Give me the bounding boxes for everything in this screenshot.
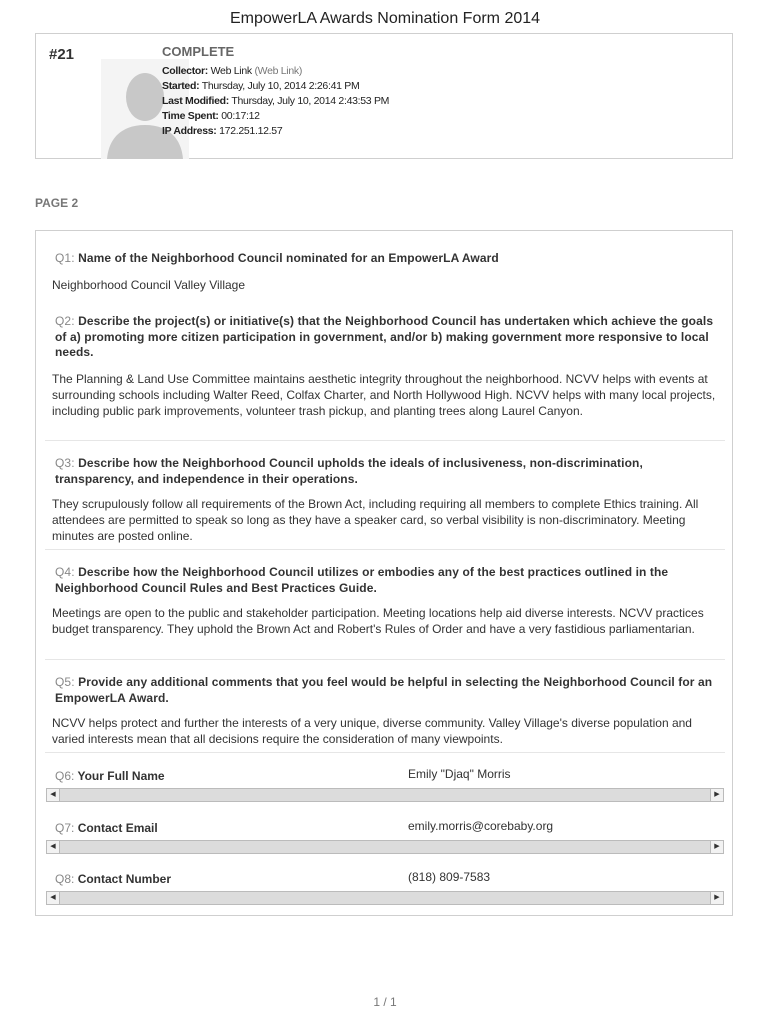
modified-value: Thursday, July 10, 2014 2:43:53 PM	[231, 95, 390, 107]
page-number: 1 / 1	[373, 995, 397, 1009]
answer-1: Neighborhood Council Valley Village	[52, 278, 246, 292]
question-1	[55, 251, 720, 267]
question-text: Describe how the Neighborhood Council utilizes or embodies any of the best practices outlined in the Neighborhood Council Rules and Best Practices Guide.	[55, 565, 669, 595]
respondent-card	[35, 33, 733, 159]
status-label: COMPLETE	[162, 44, 235, 59]
question-text: Your Full Name	[77, 769, 165, 783]
collector-note: (Web Link)	[254, 65, 303, 77]
arrow-left-icon[interactable]: ◀	[47, 789, 60, 801]
answer-8: (818) 809-7583	[408, 870, 491, 884]
question-3	[55, 456, 720, 487]
respondent-meta	[162, 64, 389, 139]
question-number: Q8:	[55, 872, 75, 886]
question-number: Q6:	[55, 769, 75, 783]
arrow-right-icon[interactable]: ▶	[710, 789, 723, 801]
modified-label: Last Modified:	[162, 95, 229, 107]
question-text: Describe the project(s) or initiative(s) that the Neighborhood Council has undertaken which achieve the goals of a) promoting more citizen participation in government, and/or b) making government more responsive to local needs.	[55, 314, 714, 359]
started-row	[162, 79, 389, 94]
question-text: Name of the Neighborhood Council nominated for an EmpowerLA Award	[78, 251, 499, 265]
started-value: Thursday, July 10, 2014 2:26:41 PM	[201, 80, 360, 92]
divider	[45, 752, 725, 753]
question-text: Contact Number	[77, 872, 172, 886]
question-number: Q7:	[55, 821, 75, 835]
divider	[45, 659, 725, 660]
ip-address-label: IP Address:	[162, 125, 217, 137]
question-number: Q2:	[55, 314, 75, 328]
question-number: Q5:	[55, 675, 75, 689]
horizontal-scrollbar[interactable]	[46, 788, 724, 802]
time-spent-value: 00:17:12	[221, 110, 260, 122]
question-text: Contact Email	[77, 821, 158, 835]
arrow-left-icon[interactable]: ◀	[47, 841, 60, 853]
ip-address-row	[162, 124, 389, 139]
started-label: Started:	[162, 80, 200, 92]
question-5	[55, 675, 720, 706]
question-7	[55, 821, 158, 835]
answer-3: They scrupulously follow all requirements of the Brown Act, including requiring all members to complete Ethics training. All attendees are permitted to speak so long as they have a speaker card, so verbal visibility is non-discriminatory. Meeting minutes are posted online.	[52, 497, 699, 543]
time-spent-label: Time Spent:	[162, 110, 219, 122]
document-title: EmpowerLA Awards Nomination Form 2014	[229, 10, 541, 27]
answer-7: emily.morris@corebaby.org	[408, 819, 554, 833]
collector-value: Web Link	[210, 65, 252, 77]
modified-row	[162, 94, 389, 109]
question-number: Q4:	[55, 565, 75, 579]
question-text: Provide any additional comments that you feel would be helpful in selecting the Neighborhood Council for an EmpowerLA Award.	[55, 675, 713, 705]
question-number: Q1:	[55, 251, 75, 265]
ip-address-value: 172.251.12.57	[219, 125, 283, 137]
page-label: PAGE 2	[35, 196, 79, 210]
question-6	[55, 769, 165, 783]
answer-6: Emily "Djaq" Morris	[408, 767, 511, 781]
time-spent-row	[162, 109, 389, 124]
arrow-right-icon[interactable]: ▶	[710, 841, 723, 853]
answer-2: The Planning & Land Use Committee maintains aesthetic integrity throughout the neighborhood. NCVV helps with events at surrounding schools including Walter Reed, Colfax Charter, and North Hollywood High. NCVV helps with many local projects, including public park improvements, volunteer trash pickup, and planting trees along Laurel Canyon.	[52, 372, 716, 418]
question-text: Describe how the Neighborhood Council upholds the ideals of inclusiveness, non-discrimination, transparency, and independence in their operations.	[55, 456, 643, 486]
collector-label: Collector:	[162, 65, 209, 77]
question-4	[55, 565, 720, 596]
arrow-left-icon[interactable]: ◀	[47, 892, 60, 904]
question-2	[55, 314, 720, 361]
respondent-number: #21	[49, 46, 75, 63]
divider	[45, 549, 725, 550]
question-number: Q3:	[55, 456, 75, 470]
arrow-right-icon[interactable]: ▶	[710, 892, 723, 904]
answer-5: NCVV helps protect and further the interests of a very unique, diverse community. Valley Village's diverse population and varied interests mean that all decisions require the consideration of many viewpoints.	[52, 716, 692, 746]
question-8	[55, 872, 171, 886]
answer-4: Meetings are open to the public and stakeholder participation. Meeting locations help aid diverse interests. NCVV practices budget transparency. They uphold the Brown Act and Robert's Rules of Order and have a very fastidious parliamentarian.	[52, 606, 704, 636]
questions-panel	[35, 230, 733, 916]
horizontal-scrollbar[interactable]	[46, 891, 724, 905]
horizontal-scrollbar[interactable]	[46, 840, 724, 854]
divider	[45, 440, 725, 441]
collector-row	[162, 64, 389, 79]
